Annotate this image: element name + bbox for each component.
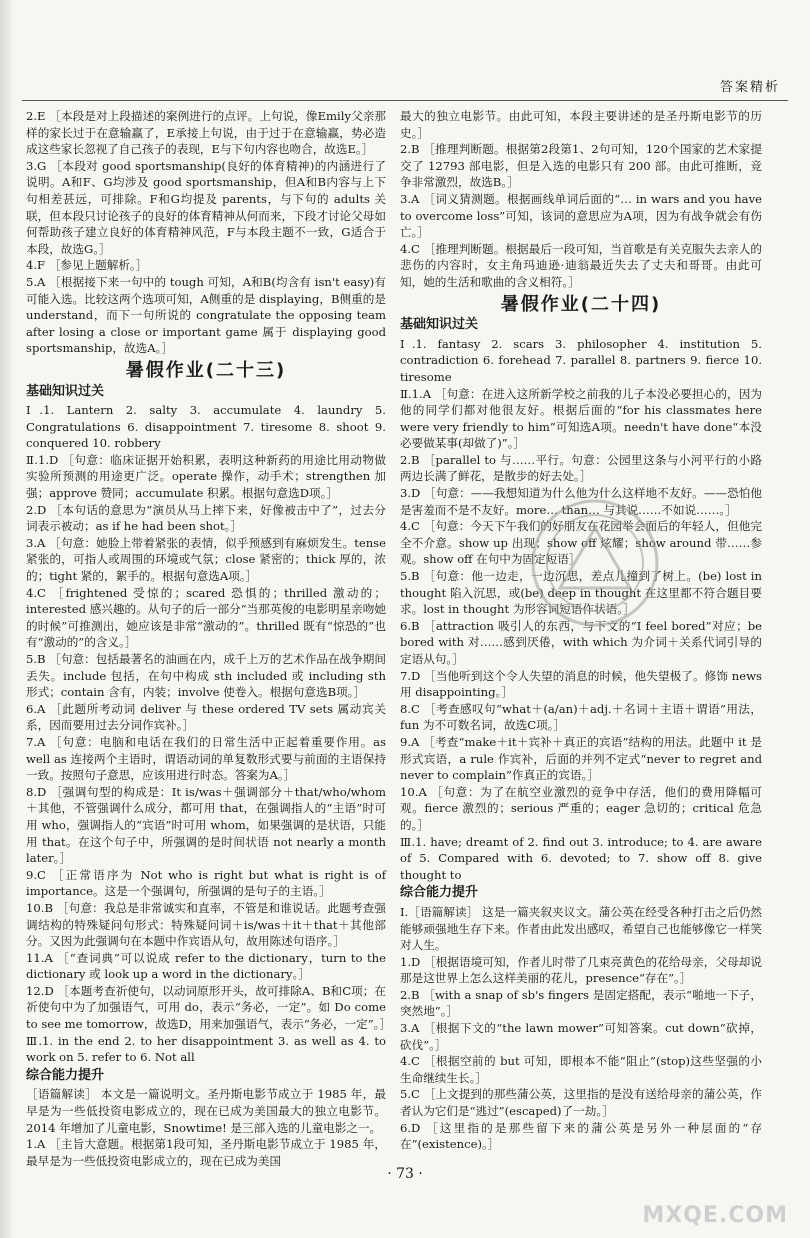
basic-knowledge-title: 基础知识过关 [26, 383, 105, 399]
answer-item: 10.B ［句意：我总是非常诚实和直率，不管是和谁说话。此题考查强调结构的特殊疑问句形式：特殊疑问词＋is/was＋it＋that＋其他部分。又因为此强调句在本题中作宾语从句，故用陈述句语序。］ [26, 900, 386, 949]
answer-item: 2.E ［本段是对上段描述的案例进行的点评。上句说，像Emily父亲那样的家长过于在意输赢了，E承接上句说，由于过于在意输赢，势必造成这些家长忽视了自己孩子的表现，E与下句内容也吻合，故选E。］ [26, 109, 386, 157]
answer-item: 2.B ［推理判断题。根据第2段第1、2句可知，120个国家的艺术家提交了 12793 部电影，但是入选的电影只有 200 部。由此可推断，竞争非常激烈，故选B。］ [400, 142, 762, 190]
ability-title: 综合能力提升 [400, 885, 479, 901]
answer-item: 3.G ［本段对 good sportsmanship(良好的体育精神)的内涵进行了说明。A和F、G均涉及 good sportsmanship，但A和B内容与上下句相差甚远，可排除。F和G均提及 parents，与下句的 adults 关联，但本段只讨论孩子的良好的体育精神从何而来，下段才讨论父母如何帮助孩子建立良好的体育精神风范，F与本段主题不一致，G适合于本段，故选G。］ [26, 158, 386, 256]
answer-item: 4.F ［参见上题解析。］ [26, 258, 148, 273]
answer-item: 6.D ［这里指的是那些留下来的蒲公英是另外一种层面的“存在”(existence)。］ [400, 1120, 762, 1152]
answer-item: Ⅰ.1. fantasy 2. scars 3. philosopher 4. institution 5. contradiction 6. forehead 7. parallel 8. partners 9. fierce 10. tiresome [400, 336, 762, 384]
watermark-stamp [520, 488, 670, 638]
answer-item: 4.C ［推理判断题。根据最后一段可知，当首歌是有关克服失去亲人的悲伤的内容时，女主角玛迪逊·迪翁最近失去了丈夫和哥哥。由此可知，她的生活和歌曲的含义相符。］ [400, 241, 762, 289]
section-label: 答案精析 [719, 80, 780, 95]
answer-item: 5.B ［句意：他一边走，一边沉思，差点儿撞到了树上。(be) lost in thought 陷入沉思，或(be) deep in thought 在这里都不符合题目要求。lost in thought 为形容词短语作状语。］ [400, 569, 762, 617]
answer-item: 7.A ［句意：电脑和电话在我们的日常生活中正起着重要作用。as well as 连接两个主语时，谓语动词的单复数形式要与前面的主语保持一致。按照句子意思，应该用进行时态。答案为A。］ [26, 734, 386, 783]
basic-knowledge-title: 基础知识过关 [400, 317, 479, 333]
answer-item: 6.B ［attraction 吸引人的东西，与下文的“I feel bored”对应；be bored with 对……感到厌倦，with which 为介词＋关系代词引导的定语从句。］ [400, 618, 762, 666]
answer-item: 12.D ［本题考查祈使句，以动词原形开头，故可排除A、B和C项；在祈使句中为了加强语气，可用 do，表示“务必，一定”。如 Do come to see me tomorrow，故选D，用来加强语气，表示“务必，一定”。］ [26, 983, 392, 1032]
header-rule [22, 100, 788, 101]
answer-item: 5.A ［根据接下来一句中的 tough 可知，A和B(均含有 isn't easy)有可能入选。比较这两个选项可知，A侧重的是 displaying，B侧重的是 understand，而下一句所说的 congratulate the opposing team after losing a close or important game 属于 displaying good sportsmanship，故选A。］ [26, 274, 386, 356]
answer-item: 9.A ［考查“make＋it＋宾补＋真正的宾语”结构的用法。此题中 it 是形式宾语，a rule 作宾补，后面的并列不定式“never to regret and never to complain”作真正的宾语。］ [400, 734, 762, 783]
answer-item: 7.D ［当他听到这个令人失望的消息的时候，他失望极了。修饰 news 用 disappointing。］ [400, 668, 762, 700]
answer-item: 最大的独立电影节。由此可知，本段主要讲述的是圣丹斯电影节的历史。］ [400, 109, 762, 140]
answer-item: 6.A ［此题所考动词 deliver 与 these ordered TV sets 属动宾关系，因而要用过去分词作宾补。］ [26, 701, 386, 733]
answer-item: 3.A ［词义猜测题。根据画线单词后面的“… in wars and you have to overcome loss”可知，该词的意思应为A项，因为有战争就会有伤亡。］ [400, 191, 762, 240]
answer-item: 4.C ［根据空前的 but 可知，即根本不能“阻止”(stop)这些坚强的小生命继续生长。］ [400, 1054, 762, 1085]
answer-item: 5.C ［上文提到的那些蒲公英，这里指的是没有送给母亲的蒲公英，作者认为它们是“逃过”(escaped)了一劫。］ [400, 1087, 762, 1119]
left-column [26, 108, 392, 1169]
answer-item: 11.A ［“查词典”可以说成 refer to the dictionary，turn to the dictionary 或 look up a word in the dictionary。］ [26, 950, 386, 982]
section-title-23: 暑假作业(二十三) [125, 359, 287, 381]
answer-item: 2.D ［本句话的意思为“演员从马上摔下来，好像被击中了”，过去分词表示被动；as if he had been shot。］ [26, 502, 386, 534]
answer-item: 8.D ［强调句型的构成是：It is/was＋强调部分＋that/who/whom＋其他，不管强调什么成分，都可用 that，在强调指人的“主语”时可用 who，强调指人的“宾语”时可用 whom，如果强调的是状语，只能用 that。在这个句子中，所强调的是时间状语 not nearly a month later。］ [26, 784, 386, 866]
answer-item: 1.A ［主旨大意题。根据第1段可知，圣丹斯电影节成立于 1985 年，最早是为一些低投资电影成立的，现在已成为美国 [26, 1137, 386, 1168]
answer-item: Ⅱ.1.A ［句意：在进入这所新学校之前我的儿子本没必要担心的，因为他的同学们都对他很友好。根据后面的“for his classmates here were very friendly to him”可知选A项。needn't have done“本没必要做某事(却做了)”。］ [400, 386, 762, 451]
answer-item: 2.B ［parallel to 与……平行。句意：公园里这条与小河平行的小路两边长满了鲜花，是散步的好去处。］ [400, 452, 762, 484]
section-title-24: 暑假作业(二十四) [500, 293, 662, 315]
answer-item: Ⅱ.1.D ［句意：临床证据开始积累，表明这种新药的用途比用动物做实验所预测的用途更广泛。operate 操作，动手术；strengthen 加强；approve 赞同；accumulate 积累。根据句意选D项。］ [26, 452, 386, 501]
answer-item: Ⅰ.1. Lantern 2. salty 3. accumulate 4. laundry 5. Congratulations 6. disappointment 7. tiresome 8. shoot 9. conquered 10. robbery [26, 403, 386, 451]
answer-item: 4.C ［frightened 受惊的；scared 恐惧的；thrilled 激动的；interested 感兴趣的。从句子的后一部分“当那英俊的电影明星亲吻她的时候”可推测出，她应该是非常“激动的”。thrilled 既有“惊恐的”也有“激动的”的含义。］ [26, 585, 386, 650]
ability-title: 综合能力提升 [26, 1067, 105, 1083]
reading-intro: ［语篇解读］ 本文是一篇说明文。圣丹斯电影节成立于 1985 年，最早是为一些低投资电影成立的，现在已成为美国最大的独立电影节。2014 年增加了儿童电影，Snowtime! 是三部入选的儿童电影之一。 [26, 1087, 386, 1135]
answer-item: 2.B ［with a snap of sb's fingers 是固定搭配，表示“啪地一下子，突然地”。］ [400, 987, 762, 1019]
answer-item: Ⅲ.1. have; dreamt of 2. find out 3. introduce; to 4. are aware of 5. Compared with 6. devoted; to 7. show off 8. give thought to [400, 834, 762, 882]
watermark-logo-text: MXQE.COM [642, 1203, 788, 1228]
answer-item: 8.C ［考查感叹句“what＋(a/an)＋adj.＋名词＋主语＋谓语”用法，fun 为不可数名词，故选C项。］ [400, 701, 762, 733]
answer-item: 3.A ［根据下文的“the lawn mower”可知答案。cut down“砍掉，砍伐”。］ [400, 1021, 762, 1052]
answer-item: 3.D ［句意：——我想知道为什么他为什么这样地不友好。——恐怕他是害羞而不是不友好。more… than… 与其说……不如说……。］ [400, 486, 762, 517]
answer-item: 10.A ［句意：为了在航空业激烈的竞争中存活，他们的费用降幅可观。fierce 激烈的；serious 严重的；eager 急切的；critical 危急的。］ [400, 784, 762, 832]
page-number: · 73 · [387, 1166, 423, 1182]
answer-item: 9.C ［正常语序为 Not who is right but what is right is of importance。这是一个强调句，所强调的是句子的主语。］ [26, 867, 386, 899]
scan-edge [0, 0, 14, 1238]
answer-item: Ⅲ.1. in the end 2. to her disappointment 3. as well as 4. to work on 5. refer to 6. Not all [26, 1033, 386, 1065]
answer-item: 5.B ［句意：包括最著名的油画在内，成千上万的艺术作品在战争期间丢失。include 包括，在句中构成 sth included 或 including sth 形式；contain 含有，内装；involve 使卷入。根据句意选B项。］ [26, 652, 386, 700]
answer-item: 1.D ［根据语境可知，作者儿时带了几束亮黄色的花给母亲，父母却说那是这世界上怎么这样美丽的花儿，presence“存在”。］ [400, 954, 762, 986]
answer-item: 4.C ［句意：今天下午我们的好朋友在花园举会面后的年轻人，但他完全不介意。show up 出现；show off 炫耀；show around 带……参观。show off 在句中为固定短语］ [400, 519, 762, 567]
answer-item: 3.A ［句意：她脸上带着紧张的表情，似乎预感到有麻烦发生。tense 紧张的，可指人或周围的环境或气氛；close 紧密的；thick 厚的，浓的；tight 紧的，絮手的。根据句意选A项。］ [26, 535, 386, 584]
reading-intro: Ⅰ.［语篇解读］ 这是一篇夹叙夹议文。蒲公英在经受各种打击之后仍然能够顽强地生存下来。作者由此发出感叹，希望自己也能够像它一样笑对人生。 [400, 904, 762, 953]
